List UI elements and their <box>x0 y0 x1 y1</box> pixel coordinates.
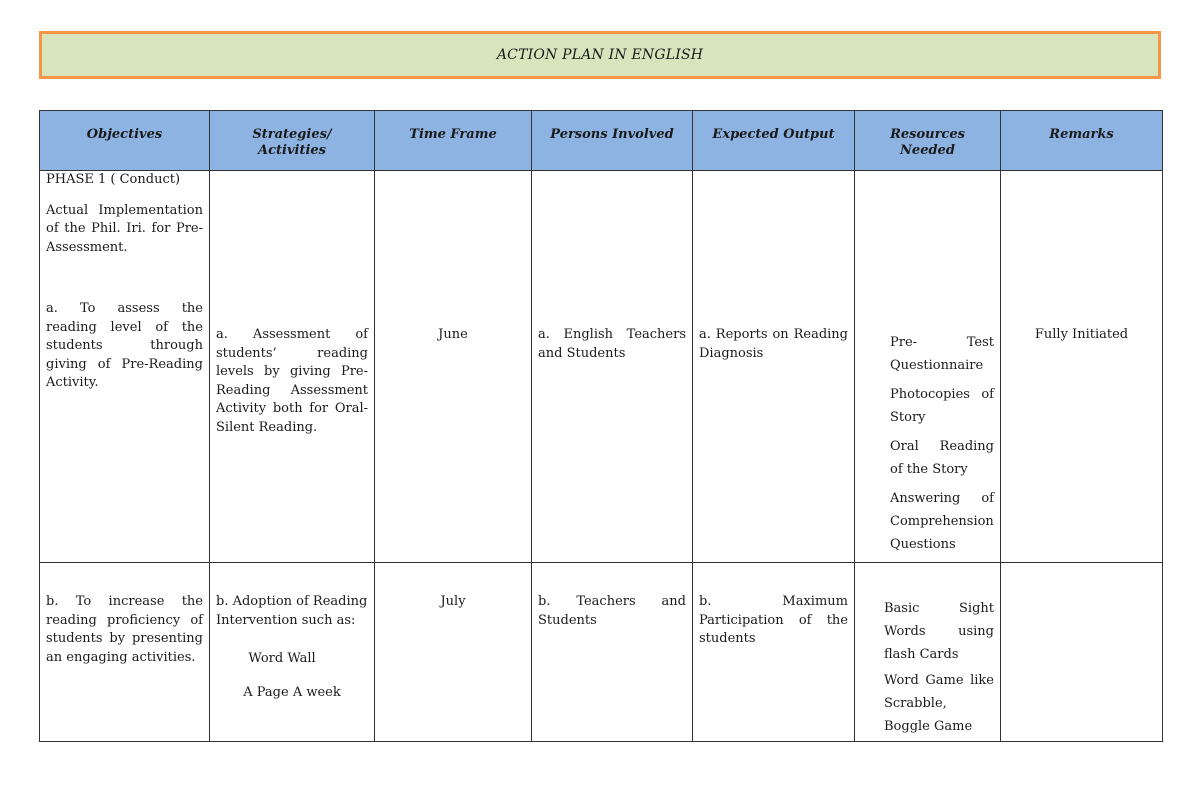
output-text: a. Reports on Reading Diagnosis <box>699 327 848 361</box>
header-resources-line2: Needed <box>900 143 955 158</box>
remarks-text: Fully Initiated <box>1034 327 1129 342</box>
phase-label: PHASE 1 ( Conduct) <box>46 172 181 187</box>
strategy-text: b. Adoption of Reading Intervention such as: <box>216 594 368 628</box>
header-strategies-line1: Strategies/ <box>252 127 332 142</box>
cell-persons <box>532 563 693 742</box>
strategy-item: Word Wall <box>248 651 316 666</box>
header-row <box>40 111 1163 171</box>
objective-text: b. To increase the reading proficiency of students by presenting an engaging activities. <box>46 594 203 665</box>
action-plan-table <box>39 110 1163 742</box>
strategy-item: A Page A week <box>243 684 341 700</box>
output-text: b. Maximum Participation of the students <box>699 594 848 646</box>
resource-item: Pre- Test Questionnaire <box>890 335 994 373</box>
title-banner <box>39 31 1161 79</box>
remarks-text <box>1001 563 1162 593</box>
header-time-frame <box>375 111 532 171</box>
cell-remarks <box>1001 171 1163 563</box>
resource-item: Photocopies of Story <box>890 387 994 425</box>
header-strategies-line2: Activities <box>258 143 326 158</box>
cell-output <box>693 171 855 563</box>
table-row <box>40 563 1163 742</box>
cell-remarks <box>1001 563 1163 742</box>
resource-item: Answering of Comprehension Questions <box>890 491 994 552</box>
header-strategies <box>210 111 375 171</box>
cell-strategies <box>210 171 375 563</box>
persons-text: a. English Teachers and Students <box>538 327 686 361</box>
strategy-text: a. Assessment of students’ reading levels by giving Pre- Reading Assessment Activity both for Oral- Silent Reading. <box>216 327 368 435</box>
objective-intro: Actual Implementation of the Phil. Iri. for Pre-Assessment. <box>46 202 203 255</box>
header-objectives-label: Objectives <box>86 127 163 142</box>
header-remarks-label: Remarks <box>1049 127 1114 142</box>
cell-time-frame <box>375 563 532 742</box>
header-resources-line1: Resources <box>890 127 965 142</box>
resource-item: Word Game like Scrabble, Boggle Game <box>884 673 994 734</box>
resource-item: Oral Reading of the Story <box>890 439 994 477</box>
header-output-label: Expected Output <box>712 127 835 142</box>
page-title: ACTION PLAN IN ENGLISH <box>496 47 704 63</box>
cell-resources <box>855 171 1001 563</box>
cell-objectives <box>40 171 210 563</box>
objective-text: a. To assess the reading level of the students through giving of Pre-Reading Activity. <box>46 301 203 390</box>
time-frame-text: July <box>440 594 466 609</box>
header-persons <box>532 111 693 171</box>
header-output <box>693 111 855 171</box>
header-persons-label: Persons Involved <box>550 127 674 142</box>
table-row <box>40 171 1163 563</box>
header-remarks <box>1001 111 1163 171</box>
cell-strategies <box>210 563 375 742</box>
cell-resources <box>855 563 1001 742</box>
cell-time-frame <box>375 171 532 563</box>
persons-text: b. Teachers and Students <box>538 594 686 628</box>
cell-persons <box>532 171 693 563</box>
resource-item: Basic Sight Words using flash Cards <box>884 601 994 662</box>
cell-output <box>693 563 855 742</box>
time-frame-text: June <box>438 327 468 342</box>
cell-objectives <box>40 563 210 742</box>
header-objectives <box>40 111 210 171</box>
header-time-frame-label: Time Frame <box>409 127 497 142</box>
header-resources <box>855 111 1001 171</box>
